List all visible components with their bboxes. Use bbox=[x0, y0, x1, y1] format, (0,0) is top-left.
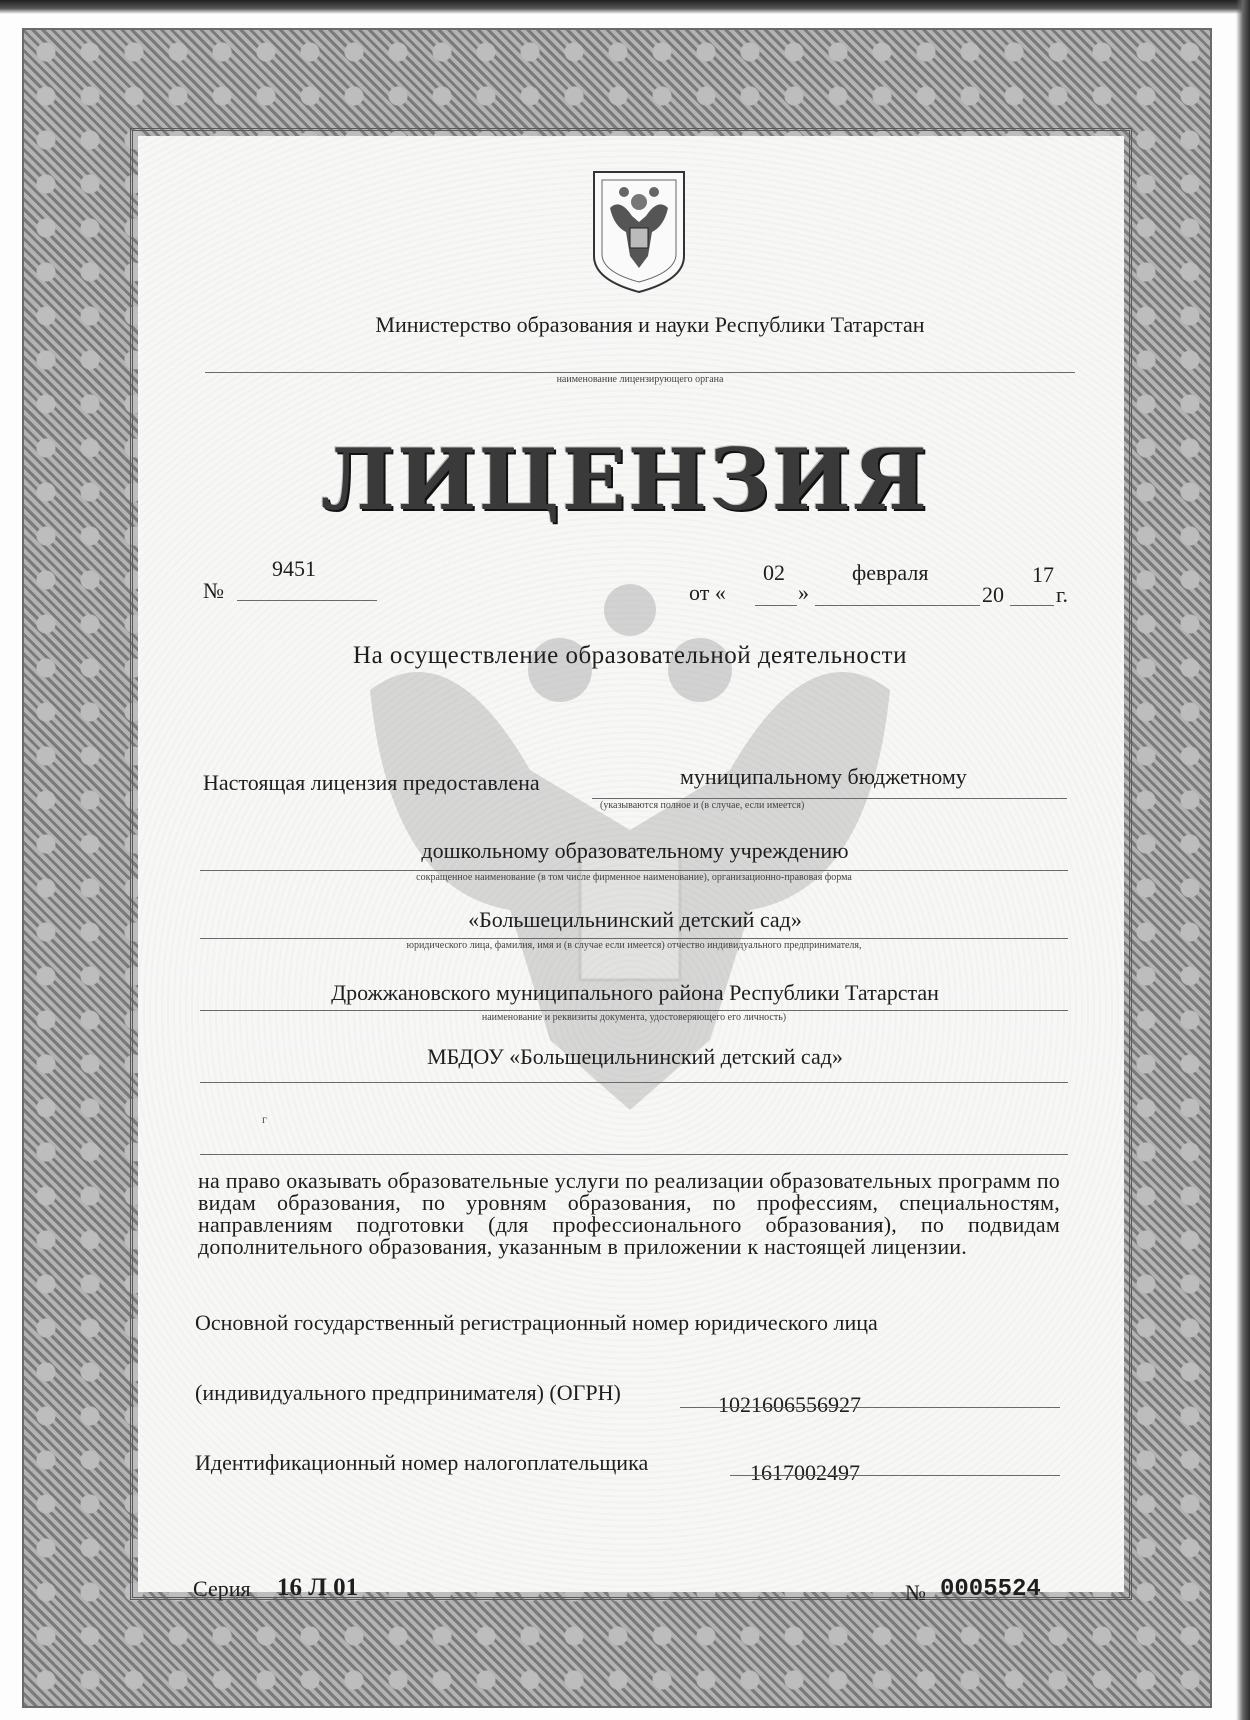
licensee-line-6-mark: г bbox=[262, 1112, 267, 1126]
licensee-line-5: МБДОУ «Большецильнинский детский сад» bbox=[427, 1044, 843, 1069]
scan-edge-right bbox=[1236, 0, 1250, 1720]
rights-paragraph: на право оказывать образовательные услуги по реализации образовательных программ по видам образования, по уровням образования, по профессиям, специальностям, направлениям подготовки (для профессионального образования), по подвидам дополнительного образования, указанным в приложении к настоящей лицензии. bbox=[198, 1168, 1060, 1259]
authority-underline bbox=[205, 372, 1075, 373]
series-label: Серия bbox=[193, 1576, 251, 1601]
licensing-authority-name: Министерство образования и науки Республики Татарстан bbox=[375, 312, 925, 337]
license-number-sign: № bbox=[203, 578, 224, 603]
licensed-activity: На осуществление образовательной деятельности bbox=[353, 642, 907, 669]
ogrn-value: 1021606556927 bbox=[718, 1392, 861, 1417]
inn-value: 1617002497 bbox=[750, 1460, 860, 1485]
authority-caption: наименование лицензирующего органа bbox=[556, 374, 724, 385]
coat-of-arms-emblem bbox=[590, 168, 688, 296]
licensee-caption-4: наименование и реквизиты документа, удостоверяющего его личность) bbox=[481, 1012, 787, 1023]
licensee-line-2: дошкольному образовательному учреждению bbox=[421, 838, 849, 863]
licensee-caption-3: юридического лица, фамилия, имя и (в случае если имеется) отчество индивидуального предпринимателя, bbox=[406, 940, 862, 951]
date-day-suffix: » bbox=[798, 580, 809, 605]
date-month-underline bbox=[815, 605, 980, 606]
ogrn-label-line-1: Основной государственный регистрационный номер юридического лица bbox=[195, 1310, 878, 1335]
licensee-line-4: Дрожжановского муниципального района Республики Татарстан bbox=[331, 980, 939, 1005]
licensee-caption-1: (указываются полное и (в случае, если имеется) bbox=[600, 800, 805, 811]
date-year-prefix: 20 bbox=[982, 582, 1004, 607]
ogrn-label-line-2: (индивидуального предпринимателя) (ОГРН) bbox=[195, 1380, 621, 1405]
series-value: 16 Л 01 bbox=[277, 1574, 359, 1601]
date-year-suffix: г. bbox=[1056, 582, 1069, 607]
ogrn-underline bbox=[680, 1407, 1060, 1408]
license-number-underline bbox=[237, 600, 377, 601]
form-number-value: 0005524 bbox=[940, 1576, 1041, 1603]
licensee-line-1-underline bbox=[592, 798, 1067, 799]
date-month: февраля bbox=[852, 560, 929, 585]
licensee-line-3: «Большецильнинский детский сад» bbox=[468, 907, 802, 932]
license-number-value: 9451 bbox=[272, 556, 316, 581]
licensee-caption-2: сокращенное наименование (в том числе фирменное наименование), организационно-правовая форма bbox=[416, 872, 852, 883]
date-day: 02 bbox=[763, 560, 785, 585]
date-year: 17 bbox=[1032, 562, 1054, 587]
licensee-line-3-underline bbox=[200, 938, 1068, 939]
licensee-line-2-underline bbox=[200, 870, 1068, 871]
licensee-intro: Настоящая лицензия предоставлена bbox=[203, 770, 540, 795]
licensee-line-4-underline bbox=[200, 1010, 1068, 1011]
licensee-line-1: муниципальному бюджетному bbox=[680, 764, 967, 789]
inn-underline bbox=[730, 1475, 1060, 1476]
inn-label: Идентификационный номер налогоплательщика bbox=[195, 1450, 649, 1475]
form-number-sign: № bbox=[905, 1580, 926, 1605]
date-day-underline bbox=[755, 605, 797, 606]
licensee-line-6-underline bbox=[200, 1154, 1068, 1155]
licensee-line-5-underline bbox=[200, 1082, 1068, 1083]
scan-edge-top bbox=[0, 0, 1250, 14]
date-prefix: от « bbox=[689, 580, 726, 605]
date-year-underline bbox=[1010, 605, 1054, 606]
document-title: ЛИЦЕНЗИЯ bbox=[320, 430, 930, 529]
